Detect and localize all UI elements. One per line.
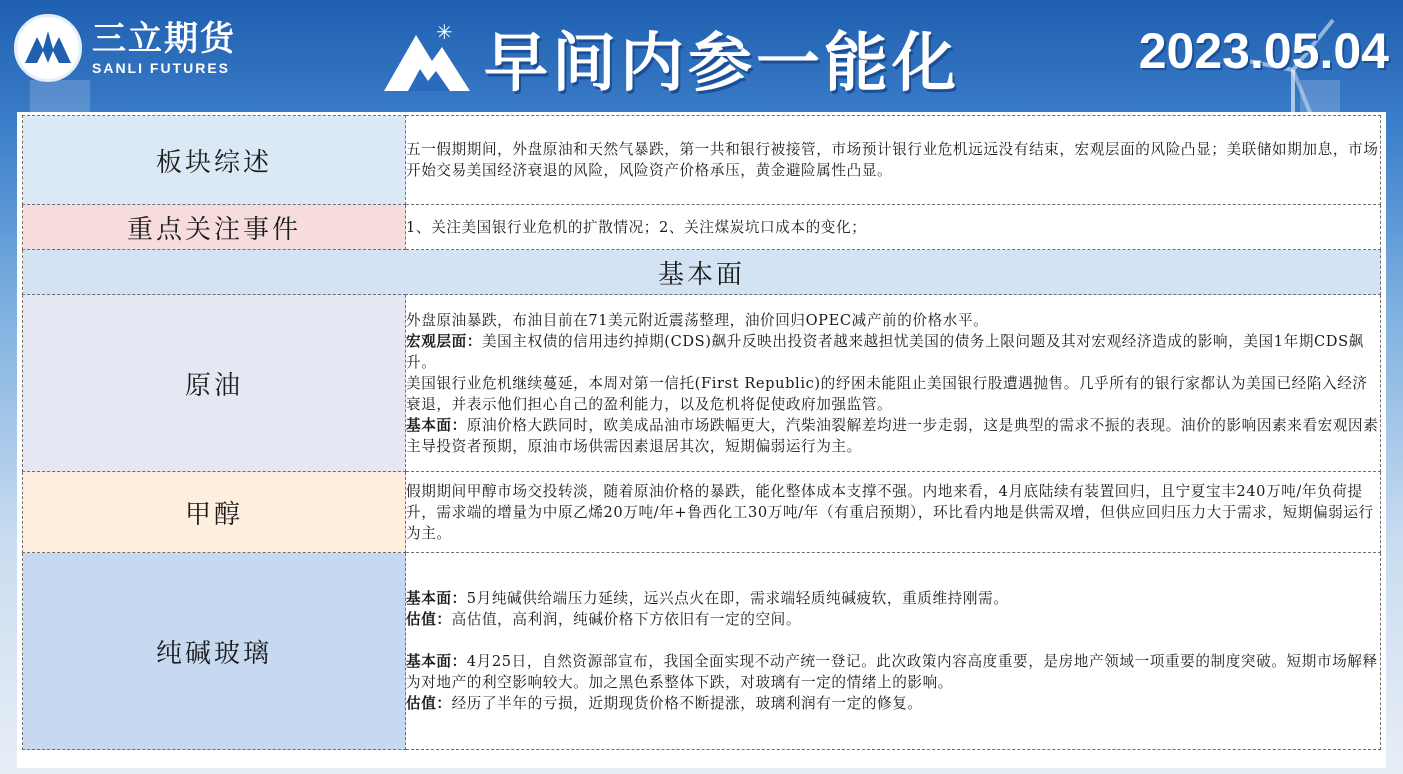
logo-mountain-icon — [14, 14, 82, 82]
table-row — [23, 472, 1381, 553]
section-label-focus: 重点关注事件 — [23, 205, 406, 250]
paragraph — [406, 609, 1380, 630]
report-content — [17, 112, 1386, 768]
logo-english-name: SANLI FUTURES — [92, 60, 230, 76]
table-row — [23, 295, 1381, 472]
paragraph — [406, 693, 1380, 714]
section-text-crude — [406, 295, 1381, 472]
paragraph: 美国银行业危机继续蔓延，本周对第一信托(First Republic)的纾困未能阻止美国银行股遭遇抛售。几乎所有的银行家都认为美国已经陷入经济衰退，并表示他们担心自己的盈利能力，以及危机将促使政府加强监管。 — [406, 374, 1368, 413]
paragraph-text: 经历了半年的亏损，近期现货价格不断提涨，玻璃利润有一定的修复。 — [451, 695, 923, 712]
section-label-soda-glass: 纯碱玻璃 — [23, 553, 406, 750]
section-label-methanol: 甲醇 — [23, 472, 406, 553]
section-text-soda-glass — [406, 553, 1381, 750]
page-title: 早间内参一能化 — [484, 27, 960, 101]
bold-label: 基本面： — [406, 653, 467, 670]
section-heading-fundamentals: 基本面 — [23, 250, 1381, 295]
page-header — [0, 0, 1403, 110]
paragraph — [406, 331, 1380, 373]
table-row — [23, 250, 1381, 295]
paragraph: 外盘原油暴跌，布油目前在71美元附近震荡整理，油价回归OPEC减产前的价格水平。 — [406, 311, 989, 329]
table-row — [23, 205, 1381, 250]
bold-label: 估值： — [406, 611, 452, 628]
table-row — [23, 553, 1381, 750]
bold-label: 估值： — [406, 695, 452, 712]
section-label-crude: 原油 — [23, 295, 406, 472]
bold-label: 宏观层面： — [406, 332, 482, 350]
section-text-overview: 五一假期期间，外盘原油和天然气暴跌，第一共和银行被接管，市场预计银行业危机远远没有结束，宏观层面的风险凸显；美联储如期加息，市场开始交易美国经济衰退的风险，风险资产价格承压，黄金避险属性凸显。 — [406, 116, 1381, 205]
report-date: 2023.05.04 — [1138, 23, 1389, 79]
paragraph-text: 4月25日，自然资源部宣布，我国全面实现不动产统一登记。此次政策内容高度重要，是房地产领域一项重要的制度突破。短期市场解释为对地产的利空影响较大。加之黑色系整体下跌，对玻璃有一定的情绪上的影响。 — [406, 653, 1378, 691]
table-row — [23, 116, 1381, 205]
svg-text:✳: ✳ — [436, 21, 453, 44]
snow-mountain-icon — [378, 21, 474, 95]
section-text-methanol: 假期期间甲醇市场交投转淡，随着原油价格的暴跌，能化整体成本支撑不强。内地来看，4月底陆续有装置回归，且宁夏宝丰240万吨/年负荷提升，需求端的增量为中原乙烯20万吨/年+鲁西化工30万吨/年（有重启预期），环比看内地是供需双增，但供应回归压力大于需求，短期偏弱运行为主。 — [406, 472, 1381, 553]
paragraph-text: 5月纯碱供给端压力延续，远兴点火在即，需求端轻质纯碱疲软，重质维持刚需。 — [466, 590, 1009, 607]
company-logo — [14, 14, 236, 82]
section-label-overview: 板块综述 — [23, 116, 406, 205]
paragraph — [406, 651, 1380, 693]
spacer — [406, 630, 1380, 651]
report-table — [22, 115, 1381, 750]
section-text-focus: 1、关注美国银行业危机的扩散情况；2、关注煤炭坑口成本的变化； — [406, 205, 1381, 250]
bold-label: 基本面： — [406, 590, 467, 607]
title-group — [378, 12, 960, 104]
logo-chinese-name: 三立期货 — [92, 19, 236, 59]
paragraph-text: 原油价格大跌同时，欧美成品油市场跌幅更大，汽柴油裂解差均进一步走弱，这是典型的需求不振的表现。油价的影响因素来看宏观因素主导投资者预期，原油市场供需因素退居其次，短期偏弱运行为主。 — [406, 416, 1379, 455]
paragraph — [406, 588, 1380, 609]
paragraph — [406, 415, 1380, 457]
paragraph-text: 高估值，高利润，纯碱价格下方依旧有一定的空间。 — [451, 611, 802, 628]
paragraph-text: 美国主权债的信用违约掉期(CDS)飙升反映出投资者越来越担忧美国的债务上限问题及其对宏观经济造成的影响，美国1年期CDS飙升。 — [406, 332, 1364, 371]
bold-label: 基本面： — [406, 416, 467, 434]
